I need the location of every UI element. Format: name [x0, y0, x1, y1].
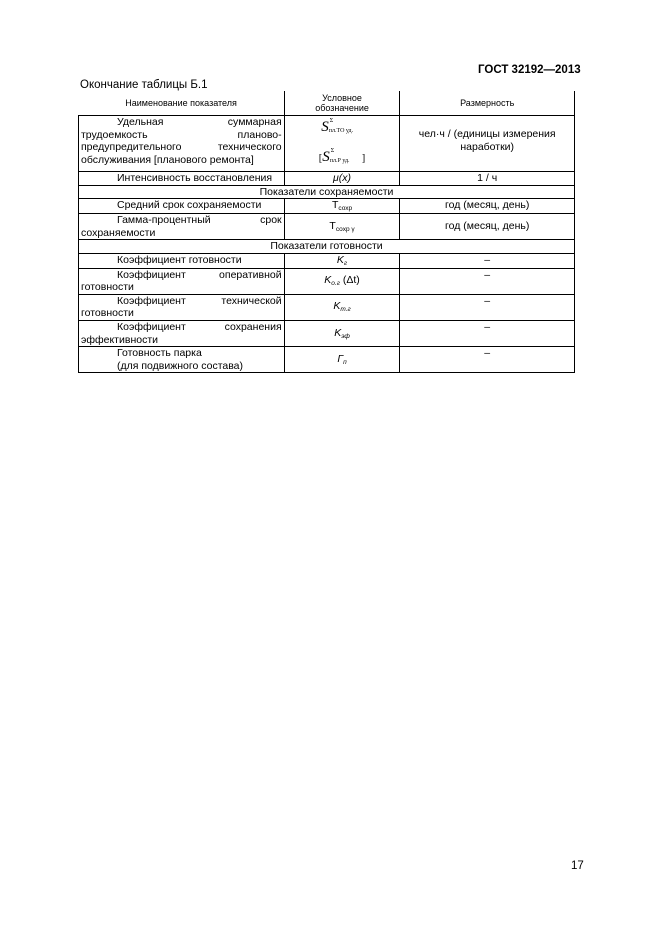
table-row — [79, 294, 575, 320]
row-efficiency-unit: – — [400, 320, 575, 346]
row-fleet-symbol: $Г_п$ — [284, 347, 400, 373]
row-ready-unit: – — [400, 253, 575, 268]
row-storage-gamma-name: Гамма-процентный срок сохраняемости — [79, 213, 285, 239]
row-labor-name: Удельная суммарная трудоемкость планово-предупредительного технического обслуживания [планового ремонта] — [79, 116, 285, 172]
row-technical-name: Коэффициент технической готовности — [79, 294, 285, 320]
table-row — [79, 268, 575, 294]
row-storage-avg-symbol: $T_{сохр}$ — [284, 199, 400, 214]
table-row — [79, 116, 575, 172]
table-row — [79, 172, 575, 186]
table-header-row — [79, 91, 575, 116]
header-name: Наименование показателя — [79, 91, 285, 116]
indicators-table — [78, 91, 575, 373]
header-symbol: Условное обозначение — [284, 91, 400, 116]
row-technical-unit: – — [400, 294, 575, 320]
table-caption: Окончание таблицы Б.1 — [80, 79, 208, 91]
row-efficiency-name: Коэффициент сохранения эффективности — [79, 320, 285, 346]
standard-number: ГОСТ 32192—2013 — [478, 64, 581, 76]
row-ready-symbol: $K_г$ — [284, 253, 400, 268]
row-ready-name: Коэффициент готовности — [79, 253, 285, 268]
row-storage-gamma-symbol: $T_{сохр \gamma}$ — [284, 213, 400, 239]
table-row — [79, 253, 575, 268]
section-storage: Показатели сохраняемости — [79, 185, 575, 199]
section-readiness: Показатели готовности — [79, 240, 575, 254]
row-operational-symbol: $K_{о.г}$ (Δt) — [284, 268, 400, 294]
section-row — [79, 240, 575, 254]
row-storage-avg-unit: год (месяц, день) — [400, 199, 575, 214]
row-fleet-name: Готовность парка (для подвижного состава) — [79, 347, 285, 373]
row-storage-gamma-unit: год (месяц, день) — [400, 213, 575, 239]
table-row — [79, 213, 575, 239]
table-row — [79, 347, 575, 373]
row-fleet-unit: – — [400, 347, 575, 373]
row-operational-unit: – — [400, 268, 575, 294]
header-unit: Размерность — [400, 91, 575, 116]
table-row — [79, 320, 575, 346]
row-operational-name: Коэффициент оперативной готовности — [79, 268, 285, 294]
row-storage-avg-name: Средний срок сохраняемости — [79, 199, 285, 214]
section-row — [79, 185, 575, 199]
row-efficiency-symbol: $K_{эф}$ — [284, 320, 400, 346]
row-labor-unit: чел·ч / (единицы измерения наработки) — [400, 116, 575, 172]
row-technical-symbol: $K_{т.г}$ — [284, 294, 400, 320]
page-number: 17 — [571, 860, 584, 872]
row-restore-name: Интенсивность восстановления — [79, 172, 285, 186]
row-labor-symbol: S Σ пл.ТО уд. [S Σ пл.Р уд. ] — [284, 116, 400, 172]
row-restore-symbol: μ(x) — [284, 172, 400, 186]
row-restore-unit: 1 / ч — [400, 172, 575, 186]
table-row — [79, 199, 575, 214]
